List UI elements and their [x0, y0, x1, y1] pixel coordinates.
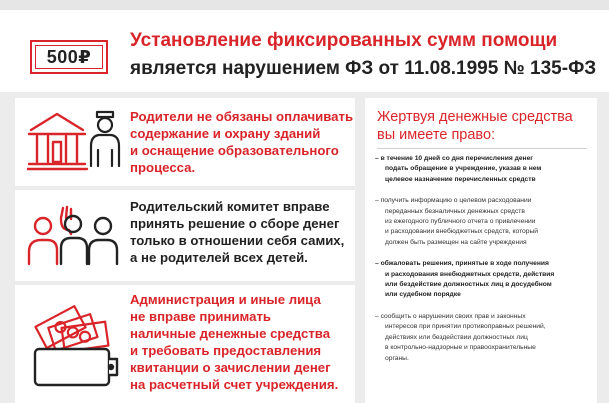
rights-item-line: переданных безналичных денежных средств [385, 207, 525, 215]
block-3-line: квитанции о зачислении денег [130, 360, 331, 375]
block-1-text [130, 108, 353, 176]
title-line-1: Установление фиксированных сумм помощи [130, 30, 558, 51]
block-2-line: принять решение о сборе денег [130, 216, 340, 231]
rights-item-line: – получить информацию о целевом расходовании [375, 197, 532, 205]
block-3-line: на расчетный счет учреждения. [130, 377, 339, 392]
block-2-line: только в отношении себя самих, [130, 233, 345, 248]
block-2-line: а не родителей всех детей. [130, 250, 308, 265]
top-strip [0, 0, 609, 10]
rights-title-line: вы имеете право: [377, 127, 496, 143]
rights-item [375, 154, 593, 185]
rights-divider [377, 148, 587, 149]
rights-item [375, 259, 593, 301]
parents-group-icon [27, 204, 122, 273]
rights-item-line: в контрольно-надзорные и правоохранительные [385, 344, 536, 352]
rights-item-line: интересов при принятии противоправных решений, [385, 323, 546, 331]
school-parent-icon [27, 106, 122, 183]
rights-item-line: целевое назначение перечисленных средств [385, 175, 536, 183]
rights-item-line: подать обращение в учреждение, указав в нем [385, 165, 542, 173]
block-3-line: не вправе принимать [130, 309, 272, 324]
rights-title-line: Жертвуя денежные средства [377, 109, 573, 125]
block-3-line: и требовать предоставления [130, 343, 322, 358]
block-1-line: и оснащение образовательного [130, 143, 339, 158]
rights-title [377, 108, 573, 144]
header [0, 10, 609, 90]
info-block-1 [15, 98, 355, 186]
rights-item [375, 312, 593, 364]
price-badge-text: 500₽ [46, 46, 92, 67]
rights-item-line: – в течение 10 дней со дня перечисления денег [375, 155, 534, 162]
rights-item-line: – обжаловать решения, принятые в ходе получения [375, 260, 549, 268]
rights-item-line: действиях или бездействии должностных лиц [385, 333, 528, 341]
block-3-text [130, 291, 338, 393]
rights-item-line: и расходования внебюджетных средств, действия [385, 270, 555, 278]
info-block-3 [15, 285, 355, 403]
title-line-2: является нарушением ФЗ от 11.08.1995 № 135-ФЗ [130, 58, 597, 79]
block-2-text [130, 198, 344, 266]
rights-list [375, 154, 593, 375]
price-badge [30, 40, 108, 74]
block-3-line: наличные денежные средства [130, 326, 331, 341]
block-1-line: содержание и охрану зданий [130, 126, 321, 141]
rights-item-line: – сообщить о нарушении своих прав и законных [375, 312, 526, 320]
rights-panel [365, 98, 597, 403]
rights-item-line: из ежегодного публичного отчета о привлечении [385, 218, 536, 226]
wallet-money-icon [27, 299, 122, 396]
rights-item-line: органы. [385, 354, 409, 362]
info-block-2 [15, 190, 355, 281]
rights-item [375, 196, 593, 248]
rights-item-line: и расходовании внебюджетных средств, который [385, 228, 539, 236]
rights-item-line: или судебном порядке [385, 291, 461, 299]
block-1-line: Родители не обязаны оплачивать [130, 109, 354, 124]
rights-item-line: должен быть размещен на сайте учреждения [385, 238, 527, 246]
left-column [15, 98, 355, 403]
block-2-line: Родительский комитет вправе [130, 199, 330, 214]
block-1-line: процесса. [130, 160, 196, 175]
block-3-line: Администрация и иные лица [130, 292, 321, 307]
rights-item-line: или бездействие должностных лиц в досудебном [385, 281, 552, 289]
